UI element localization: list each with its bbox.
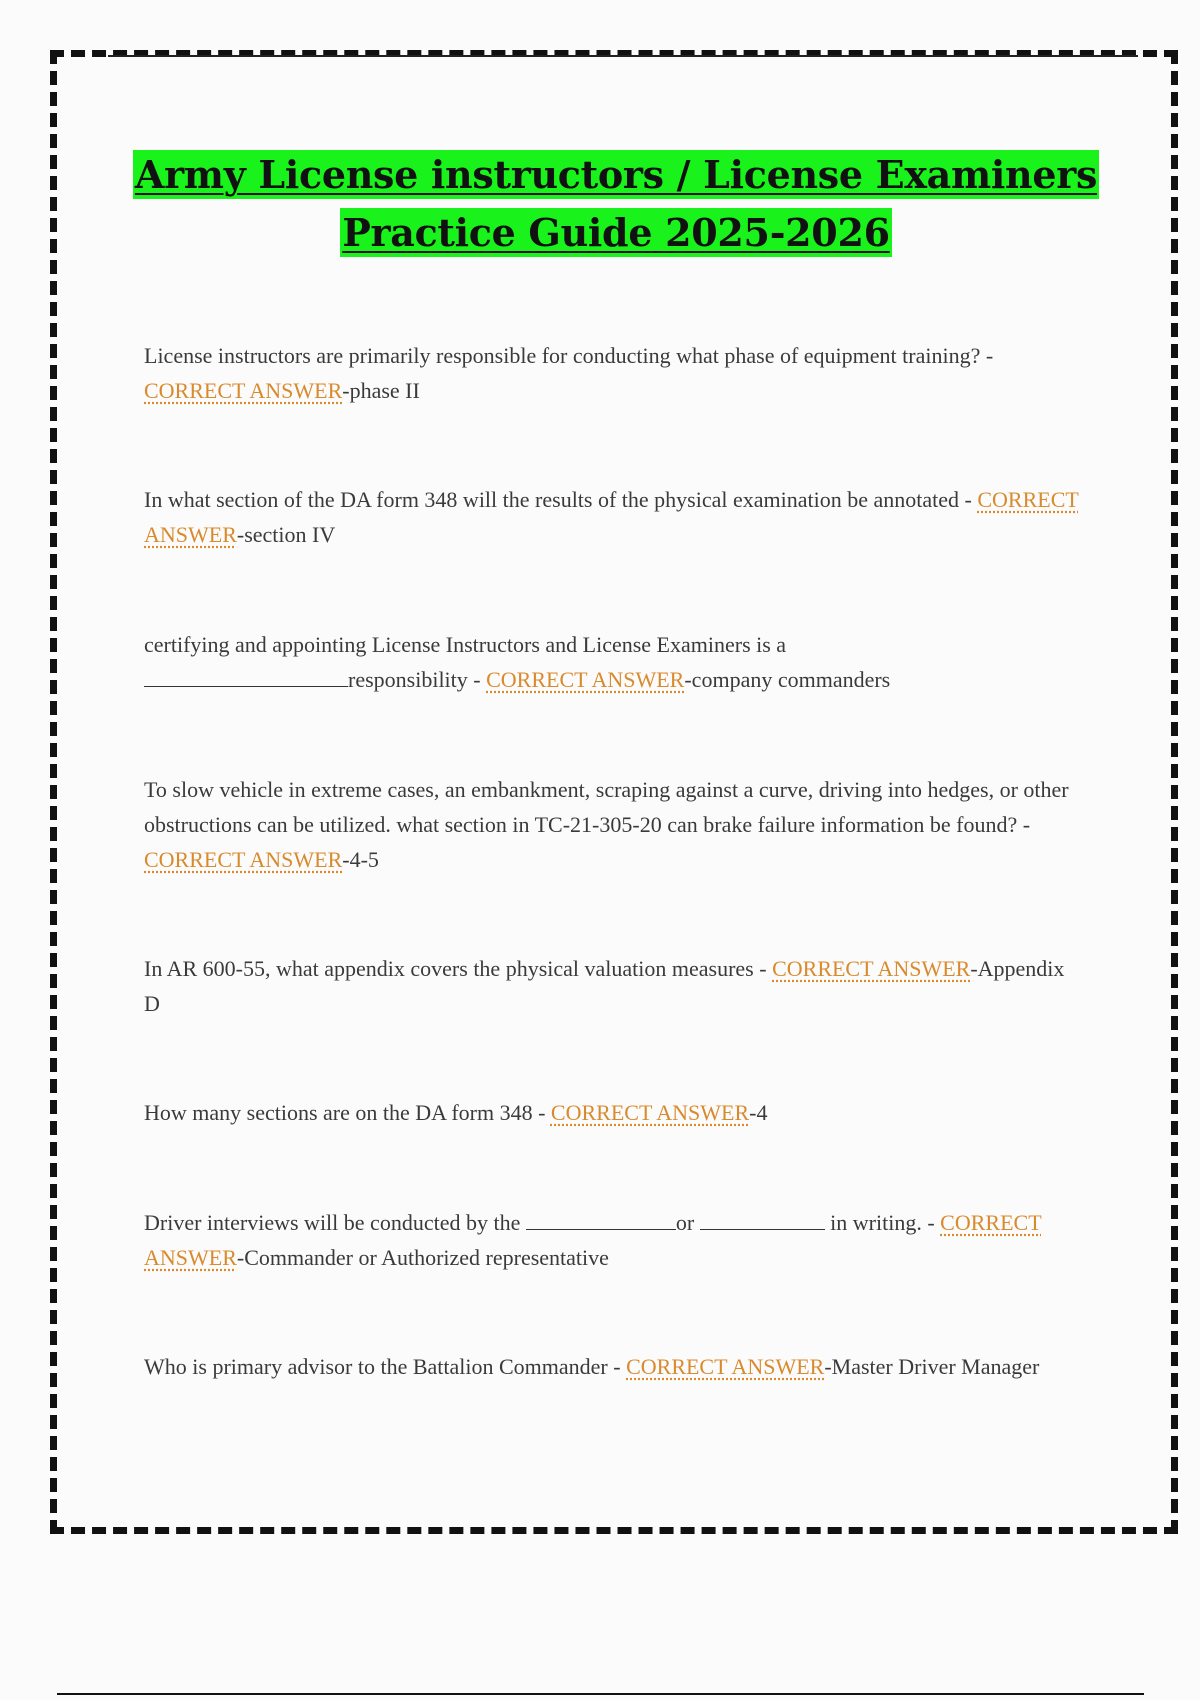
page-title <box>80 146 1152 262</box>
answer-text: -4 <box>749 1100 768 1125</box>
question-text: License instructors are primarily responsible for conducting what phase of equipment training? - <box>144 343 994 368</box>
qa-item-7 <box>144 1205 1084 1275</box>
correct-answer-label: CORRECT ANSWER <box>550 1100 750 1125</box>
title-line-2: Practice Guide 2025-2026 <box>342 210 890 255</box>
question-text: In what section of the DA form 348 will the results of the physical examination be annotated - <box>144 487 972 512</box>
question-text: To slow vehicle in extreme cases, an embankment, scraping against a curve, driving into hedges, or other obstructions can be utilized. what section in TC-21-305-20 can brake failure information be found? - <box>144 777 1069 837</box>
question-text-cont: or <box>675 1210 695 1235</box>
qa-item-6 <box>144 1095 1084 1130</box>
correct-answer-label: CORRECT ANSWER <box>626 1354 825 1379</box>
question-text-cont: in writing. - <box>830 1210 935 1235</box>
qa-item-4 <box>144 772 1084 877</box>
fill-in-blank <box>700 1209 825 1230</box>
answer-text: -Appendix D <box>144 956 1065 1016</box>
correct-answer-label: CORRECT ANSWER <box>144 1210 1042 1270</box>
answer-text: -company commanders <box>684 667 891 692</box>
correct-answer-label: CORRECT ANSWER <box>486 667 685 692</box>
question-text: In AR 600-55, what appendix covers the physical valuation measures - <box>144 956 767 981</box>
answer-text: -Commander or Authorized representative <box>236 1245 609 1270</box>
answer-text: -Master Driver Manager <box>824 1354 1040 1379</box>
question-text: certifying and appointing License Instructors and License Examiners is a <box>144 632 787 657</box>
question-text-cont: responsibility - <box>348 667 481 692</box>
bottom-rule <box>57 1693 1144 1695</box>
correct-answer-label: CORRECT ANSWER <box>144 378 343 403</box>
question-text: Driver interviews will be conducted by the <box>144 1210 521 1235</box>
qa-item-3 <box>144 627 1084 697</box>
qa-item-8 <box>144 1349 1084 1384</box>
answer-text: -phase II <box>342 378 420 403</box>
correct-answer-label: CORRECT ANSWER <box>144 847 343 872</box>
top-rule <box>108 55 1138 57</box>
fill-in-blank <box>144 666 348 687</box>
question-text: How many sections are on the DA form 348 - <box>144 1100 546 1125</box>
qa-item-1 <box>144 338 1084 408</box>
fill-in-blank <box>526 1209 676 1230</box>
question-text: Who is primary advisor to the Battalion Commander - <box>144 1354 621 1379</box>
answer-text: -section IV <box>236 522 336 547</box>
correct-answer-label: CORRECT ANSWER <box>772 956 971 981</box>
correct-answer-label: CORRECT ANSWER <box>144 487 1079 547</box>
answer-text: -4-5 <box>342 847 379 872</box>
qa-item-5 <box>144 951 1084 1021</box>
title-line-1: Army License instructors / License Examiners <box>134 152 1098 197</box>
qa-item-2 <box>144 482 1084 552</box>
